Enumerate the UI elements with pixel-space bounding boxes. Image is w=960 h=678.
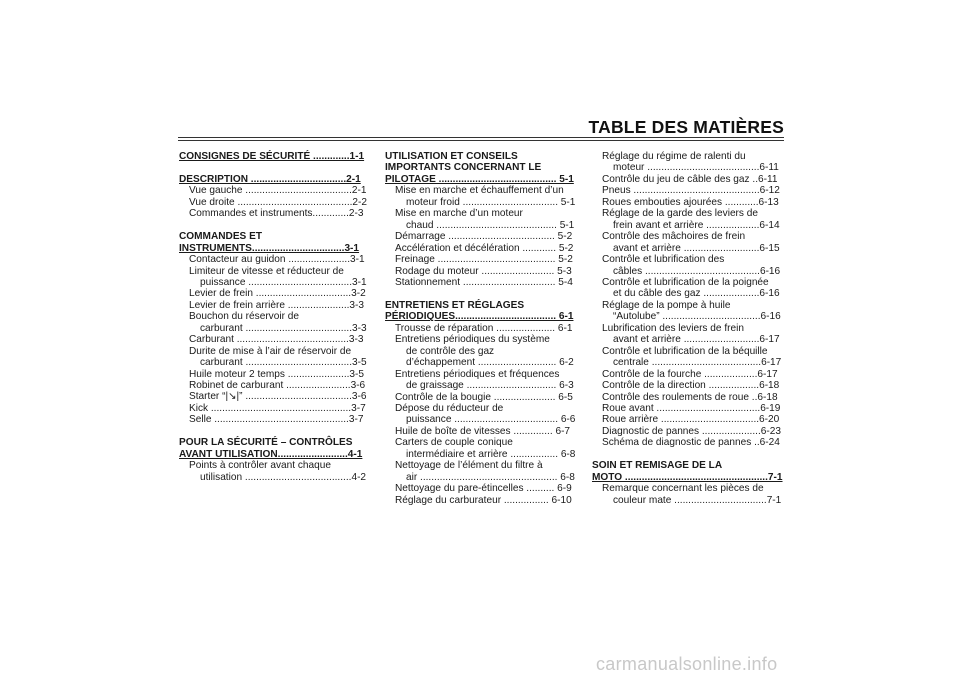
toc-entry[interactable]: chaud ........................................... 5-1 — [406, 219, 575, 231]
toc-entry[interactable]: Starter “|↘|” ......................................3-6 — [189, 391, 367, 403]
toc-entry: Réglage de la garde des leviers de — [602, 208, 758, 220]
toc-entry: Contrôle et lubrification des — [602, 254, 725, 266]
toc-section-heading: COMMANDES ET — [179, 231, 262, 243]
toc-entry[interactable]: d’échappement ............................ 6-2 — [406, 357, 574, 369]
toc-section-heading: SOIN ET REMISAGE DE LA — [592, 460, 723, 472]
toc-entry[interactable]: câbles .........................................6-16 — [613, 265, 781, 277]
toc-entry[interactable]: utilisation ......................................4-2 — [200, 471, 367, 483]
toc-entry[interactable]: Robinet de carburant .......................3-6 — [189, 380, 366, 392]
toc-entry[interactable]: Trousse de réparation ..................... 6-1 — [395, 322, 573, 334]
toc-entry[interactable]: Accélération et décélération ............ 5-2 — [395, 242, 574, 254]
toc-entry[interactable]: puissance ..................................... 6-6 — [406, 414, 576, 426]
toc-entry: Réglage du régime de ralenti du — [602, 151, 746, 162]
toc-column-1 — [179, 151, 371, 483]
toc-entry[interactable]: Pneus .............................................6-12 — [602, 185, 780, 197]
toc-entry[interactable]: Contrôle de la direction ..................6-18 — [602, 380, 780, 392]
toc-spacer — [179, 162, 371, 173]
toc-entry[interactable]: Réglage du carburateur ................ 6-10 — [395, 494, 572, 506]
toc-entry[interactable]: Contrôle de la bougie ...................... 6-5 — [395, 391, 573, 403]
toc-entry: Lubrification des leviers de frein — [602, 322, 744, 334]
title-rule-top — [178, 137, 784, 138]
toc-entry[interactable]: Rodage du moteur .......................... 5-3 — [395, 265, 572, 277]
toc-spacer — [179, 220, 371, 231]
toc-entry[interactable]: air ................................................. 6-8 — [406, 471, 575, 483]
toc-entry[interactable]: Huile de boîte de vitesses .............. 6-7 — [395, 425, 571, 437]
toc-section-heading[interactable]: MOTO ...................................................7-1 — [592, 471, 783, 483]
toc-entry[interactable]: Roue arrière ...................................6-20 — [602, 414, 780, 426]
toc-entry: Entretiens périodiques et fréquences — [395, 368, 560, 380]
toc-section-heading[interactable]: PILOTAGE .......................................... 5-1 — [385, 173, 574, 185]
toc-entry[interactable]: et du câble des gaz ....................6-16 — [613, 288, 780, 300]
toc-entry[interactable]: carburant ......................................3-3 — [200, 322, 367, 334]
toc-entry[interactable]: puissance .....................................3-1 — [200, 276, 367, 288]
toc-section-heading: UTILISATION ET CONSEILS — [385, 151, 518, 162]
toc-entry: Mise en marche d’un moteur — [395, 208, 523, 220]
toc-entry: Durite de mise à l’air de réservoir de — [189, 345, 352, 357]
toc-entry: Carters de couple conique — [395, 437, 513, 449]
toc-entry[interactable]: Freinage .......................................... 5-2 — [395, 254, 573, 266]
toc-entry[interactable]: Kick ..................................................3-7 — [189, 402, 366, 414]
toc-entry[interactable]: Commandes et instruments.............2-3 — [189, 208, 364, 220]
toc-entry[interactable]: Huile moteur 2 temps ......................3-5 — [189, 368, 365, 380]
toc-entry: Réglage de la pompe à huile — [602, 299, 731, 311]
toc-entry[interactable]: centrale .......................................6-17 — [613, 357, 782, 369]
toc-entry: Remarque concernant les pièces de — [602, 483, 764, 495]
toc-section-heading[interactable]: CONSIGNES DE SÉCURITÉ .............1-1 — [179, 151, 365, 162]
toc-entry: Mise en marche et échauffement d’un — [395, 185, 564, 197]
toc-entry[interactable]: Stationnement ................................. 5-4 — [395, 276, 573, 288]
toc-entry[interactable]: Nettoyage du pare-étincelles .......... 6-9 — [395, 483, 572, 495]
toc-entry[interactable]: Contrôle des roulements de roue ..6-18 — [602, 391, 778, 403]
toc-entry[interactable]: Vue droite .........................................2-2 — [189, 196, 368, 208]
toc-entry[interactable]: Roue avant .....................................6-19 — [602, 402, 781, 414]
toc-column-2 — [385, 151, 577, 506]
toc-entry[interactable]: Contacteur au guidon ......................3-1 — [189, 254, 365, 266]
toc-spacer — [592, 449, 784, 460]
toc-entry[interactable]: avant et arrière ...........................6-15 — [613, 242, 780, 254]
toc-entry[interactable]: Contrôle de la fourche ...................6-17 — [602, 368, 778, 380]
toc-entry[interactable]: couleur mate .................................7-1 — [613, 494, 782, 506]
toc-entry[interactable]: Levier de frein ..................................3-2 — [189, 288, 366, 300]
title-rule-bottom — [178, 140, 784, 141]
toc-entry[interactable]: de graissage ................................ 6-3 — [406, 380, 574, 392]
toc-entry[interactable]: carburant ......................................3-5 — [200, 357, 367, 369]
toc-section-heading[interactable]: PÉRIODIQUES.................................... 6-1 — [385, 311, 574, 323]
toc-entry: Bouchon du réservoir de — [189, 311, 299, 323]
toc-entry: Nettoyage de l’élément du filtre à — [395, 460, 543, 472]
toc-entry[interactable]: “Autolube” ...................................6-16 — [613, 311, 781, 323]
toc-entry[interactable]: Diagnostic de pannes .....................6-23 — [602, 425, 781, 437]
toc-entry: Contrôle et lubrification de la poignée — [602, 276, 769, 288]
toc-entry[interactable]: Levier de frein arrière ......................3-3 — [189, 299, 365, 311]
toc-entry[interactable]: avant et arrière ...........................6-17 — [613, 334, 780, 346]
toc-column-3 — [592, 151, 784, 506]
toc-spacer — [179, 426, 371, 437]
toc-spacer — [385, 288, 577, 299]
toc-entry: Contrôle des mâchoires de frein — [602, 231, 746, 243]
page-title: TABLE DES MATIÈRES — [588, 117, 784, 137]
toc-section-heading: POUR LA SÉCURITÉ – CONTRÔLES — [179, 437, 353, 449]
toc-entry: Limiteur de vitesse et réducteur de — [189, 265, 344, 277]
toc-entry: Dépose du réducteur de — [395, 402, 504, 414]
toc-entry[interactable]: moteur froid .................................. 5-1 — [406, 196, 576, 208]
toc-section-heading[interactable]: INSTRUMENTS.................................3-1 — [179, 242, 360, 254]
watermark: carmanualsonline.info — [596, 654, 778, 674]
toc-entry[interactable]: Démarrage ...................................... 5-2 — [395, 231, 573, 243]
toc-entry[interactable]: Vue gauche ......................................2-1 — [189, 185, 367, 197]
toc-entry[interactable]: Contrôle du jeu de câble des gaz ..6-11 — [602, 173, 778, 185]
toc-entry[interactable]: Selle ................................................3-7 — [189, 414, 364, 426]
toc-section-heading: ENTRETIENS ET RÉGLAGES — [385, 299, 525, 311]
toc-section-heading[interactable]: AVANT UTILISATION.........................4-1 — [179, 448, 363, 460]
toc-section-heading[interactable]: DESCRIPTION ..................................2-1 — [179, 173, 361, 185]
toc-entry[interactable]: Roues embouties ajourées ............6-13 — [602, 196, 779, 208]
toc-entry: Entretiens périodiques du système — [395, 334, 550, 346]
toc-entry: Contrôle et lubrification de la béquille — [602, 345, 768, 357]
toc-entry[interactable]: Schéma de diagnostic de pannes ..6-24 — [602, 437, 780, 449]
toc-entry[interactable]: Carburant ........................................3-3 — [189, 334, 364, 346]
toc-entry[interactable]: frein avant et arrière ...................6-14 — [613, 219, 780, 231]
toc-entry: de contrôle des gaz — [406, 345, 495, 357]
toc-entry: Points à contrôler avant chaque — [189, 460, 331, 472]
toc-entry[interactable]: intermédiaire et arrière ................. 6-8 — [406, 448, 576, 460]
toc-section-heading: IMPORTANTS CONCERNANT LE — [385, 162, 542, 174]
toc-entry[interactable]: moteur ........................................6-11 — [613, 162, 779, 174]
